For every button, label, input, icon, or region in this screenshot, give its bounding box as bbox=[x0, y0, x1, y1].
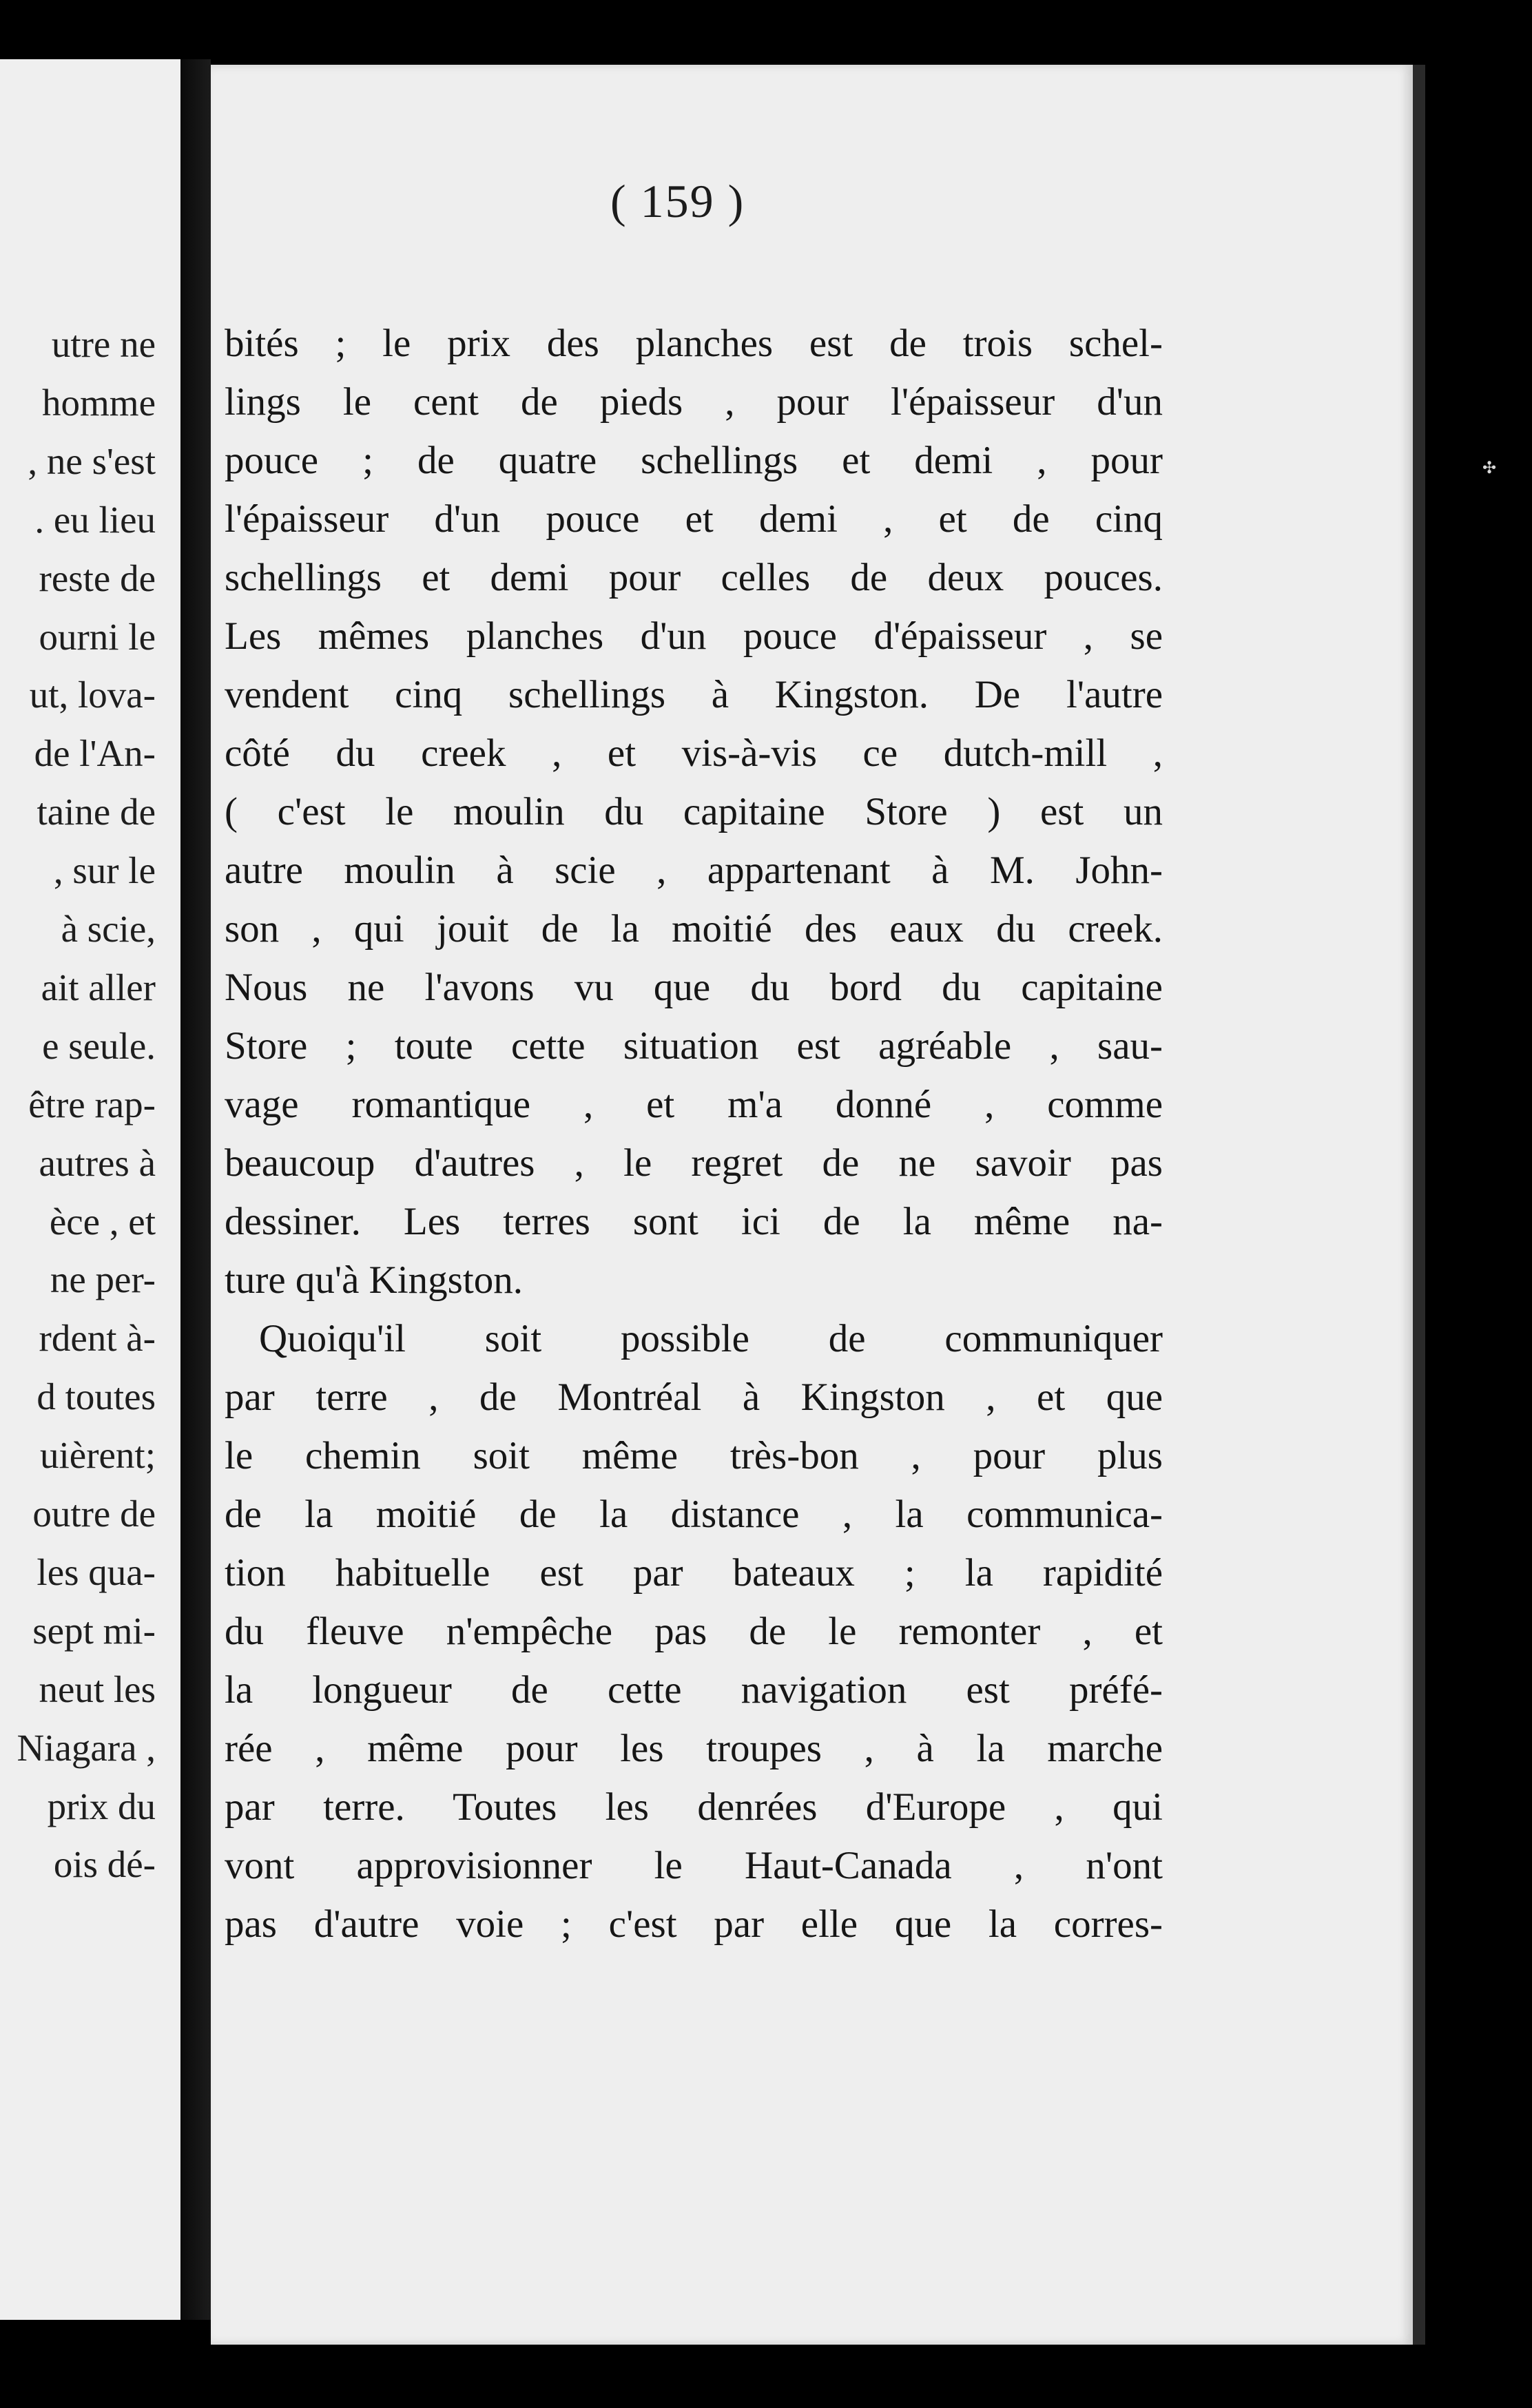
left-page-line: , sur le bbox=[53, 849, 156, 892]
body-line: vont approvisionner le Haut-Canada , n'ont bbox=[225, 1844, 1163, 1887]
left-page-line: d toutes bbox=[37, 1376, 156, 1418]
left-page-line: sept mi- bbox=[32, 1609, 156, 1652]
left-page-line: uièrent; bbox=[40, 1434, 156, 1477]
body-line: Quoiqu'il soit possible de communiquer bbox=[259, 1317, 1163, 1360]
left-page-line: taine de bbox=[37, 791, 156, 833]
left-page-line: èce , et bbox=[49, 1200, 156, 1243]
body-line: par terre. Toutes les denrées d'Europe , qui bbox=[225, 1785, 1163, 1829]
left-page-line: neut les bbox=[39, 1668, 156, 1710]
book-gutter bbox=[180, 59, 211, 2320]
body-line: pouce ; de quatre schellings et demi , pour bbox=[225, 439, 1163, 482]
body-line: Store ; toute cette situation est agréable , sau- bbox=[225, 1024, 1163, 1068]
left-page-line: ut, lova- bbox=[29, 674, 156, 716]
page-number: ( 159 ) bbox=[610, 175, 745, 227]
body-line: vage romantique , et m'a donné , comme bbox=[225, 1083, 1163, 1126]
page-edge-shadow bbox=[1413, 65, 1425, 2345]
body-line: son , qui jouit de la moitié des eaux du creek. bbox=[225, 907, 1163, 951]
body-line: de la moitié de la distance , la communica- bbox=[225, 1493, 1163, 1536]
left-page-line: à scie, bbox=[61, 908, 156, 950]
left-page-line: être rap- bbox=[28, 1083, 156, 1125]
body-line: par terre , de Montréal à Kingston , et que bbox=[225, 1376, 1163, 1419]
left-page-line: reste de bbox=[39, 557, 156, 599]
body-line: Nous ne l'avons vu que du bord du capitaine bbox=[225, 966, 1163, 1009]
left-page-line: utre ne bbox=[51, 323, 156, 365]
body-line: ( c'est le moulin du capitaine Store ) est un bbox=[225, 790, 1163, 833]
left-page-line: ait aller bbox=[41, 966, 156, 1008]
body-line: le chemin soit même très-bon , pour plus bbox=[225, 1434, 1163, 1477]
body-line: vendent cinq schellings à Kingston. De l'autre bbox=[225, 673, 1163, 716]
left-page-line: outre de bbox=[32, 1493, 156, 1535]
body-line: Les mêmes planches d'un pouce d'épaisseur , se bbox=[225, 614, 1163, 658]
body-line: tion habituelle est par bateaux ; la rapidité bbox=[225, 1551, 1163, 1595]
body-line: pas d'autre voie ; c'est par elle que la corres- bbox=[225, 1902, 1163, 1946]
left-page-line: e seule. bbox=[42, 1024, 156, 1067]
body-line: autre moulin à scie , appartenant à M. John- bbox=[225, 849, 1163, 892]
left-page-line: , ne s'est bbox=[28, 439, 156, 482]
body-line: côté du creek , et vis-à-vis ce dutch-mill , bbox=[225, 731, 1163, 775]
body-line: bités ; le prix des planches est de trois schel- bbox=[225, 322, 1163, 365]
body-line: rée , même pour les troupes , à la marche bbox=[225, 1727, 1163, 1770]
left-page-line: ois dé- bbox=[53, 1843, 156, 1886]
body-line: dessiner. Les terres sont ici de la même na- bbox=[225, 1200, 1163, 1243]
margin-mark: ✣ bbox=[1482, 459, 1497, 477]
left-page-line: de l'An- bbox=[34, 732, 156, 775]
body-line: lings le cent de pieds , pour l'épaisseur d'un bbox=[225, 380, 1163, 424]
left-page-line: prix du bbox=[47, 1785, 156, 1827]
left-page-line: . eu lieu bbox=[34, 498, 156, 541]
body-line: beaucoup d'autres , le regret de ne savoir pas bbox=[225, 1141, 1163, 1185]
left-page-line: les qua- bbox=[37, 1550, 156, 1593]
left-page-line: ourni le bbox=[39, 615, 156, 658]
body-line: ture qu'à Kingston. bbox=[225, 1258, 523, 1302]
left-page-line: rdent à- bbox=[39, 1317, 156, 1360]
left-page-line: ne per- bbox=[50, 1258, 156, 1301]
body-line: schellings et demi pour celles de deux pouces. bbox=[225, 556, 1163, 599]
left-page-line: Niagara , bbox=[17, 1726, 156, 1769]
left-page-line: autres à bbox=[39, 1141, 156, 1184]
left-page-line: homme bbox=[42, 381, 156, 424]
body-line: du fleuve n'empêche pas de le remonter , et bbox=[225, 1610, 1163, 1653]
body-line: la longueur de cette navigation est préfé- bbox=[225, 1668, 1163, 1712]
body-line: l'épaisseur d'un pouce et demi , et de cinq bbox=[225, 497, 1163, 541]
